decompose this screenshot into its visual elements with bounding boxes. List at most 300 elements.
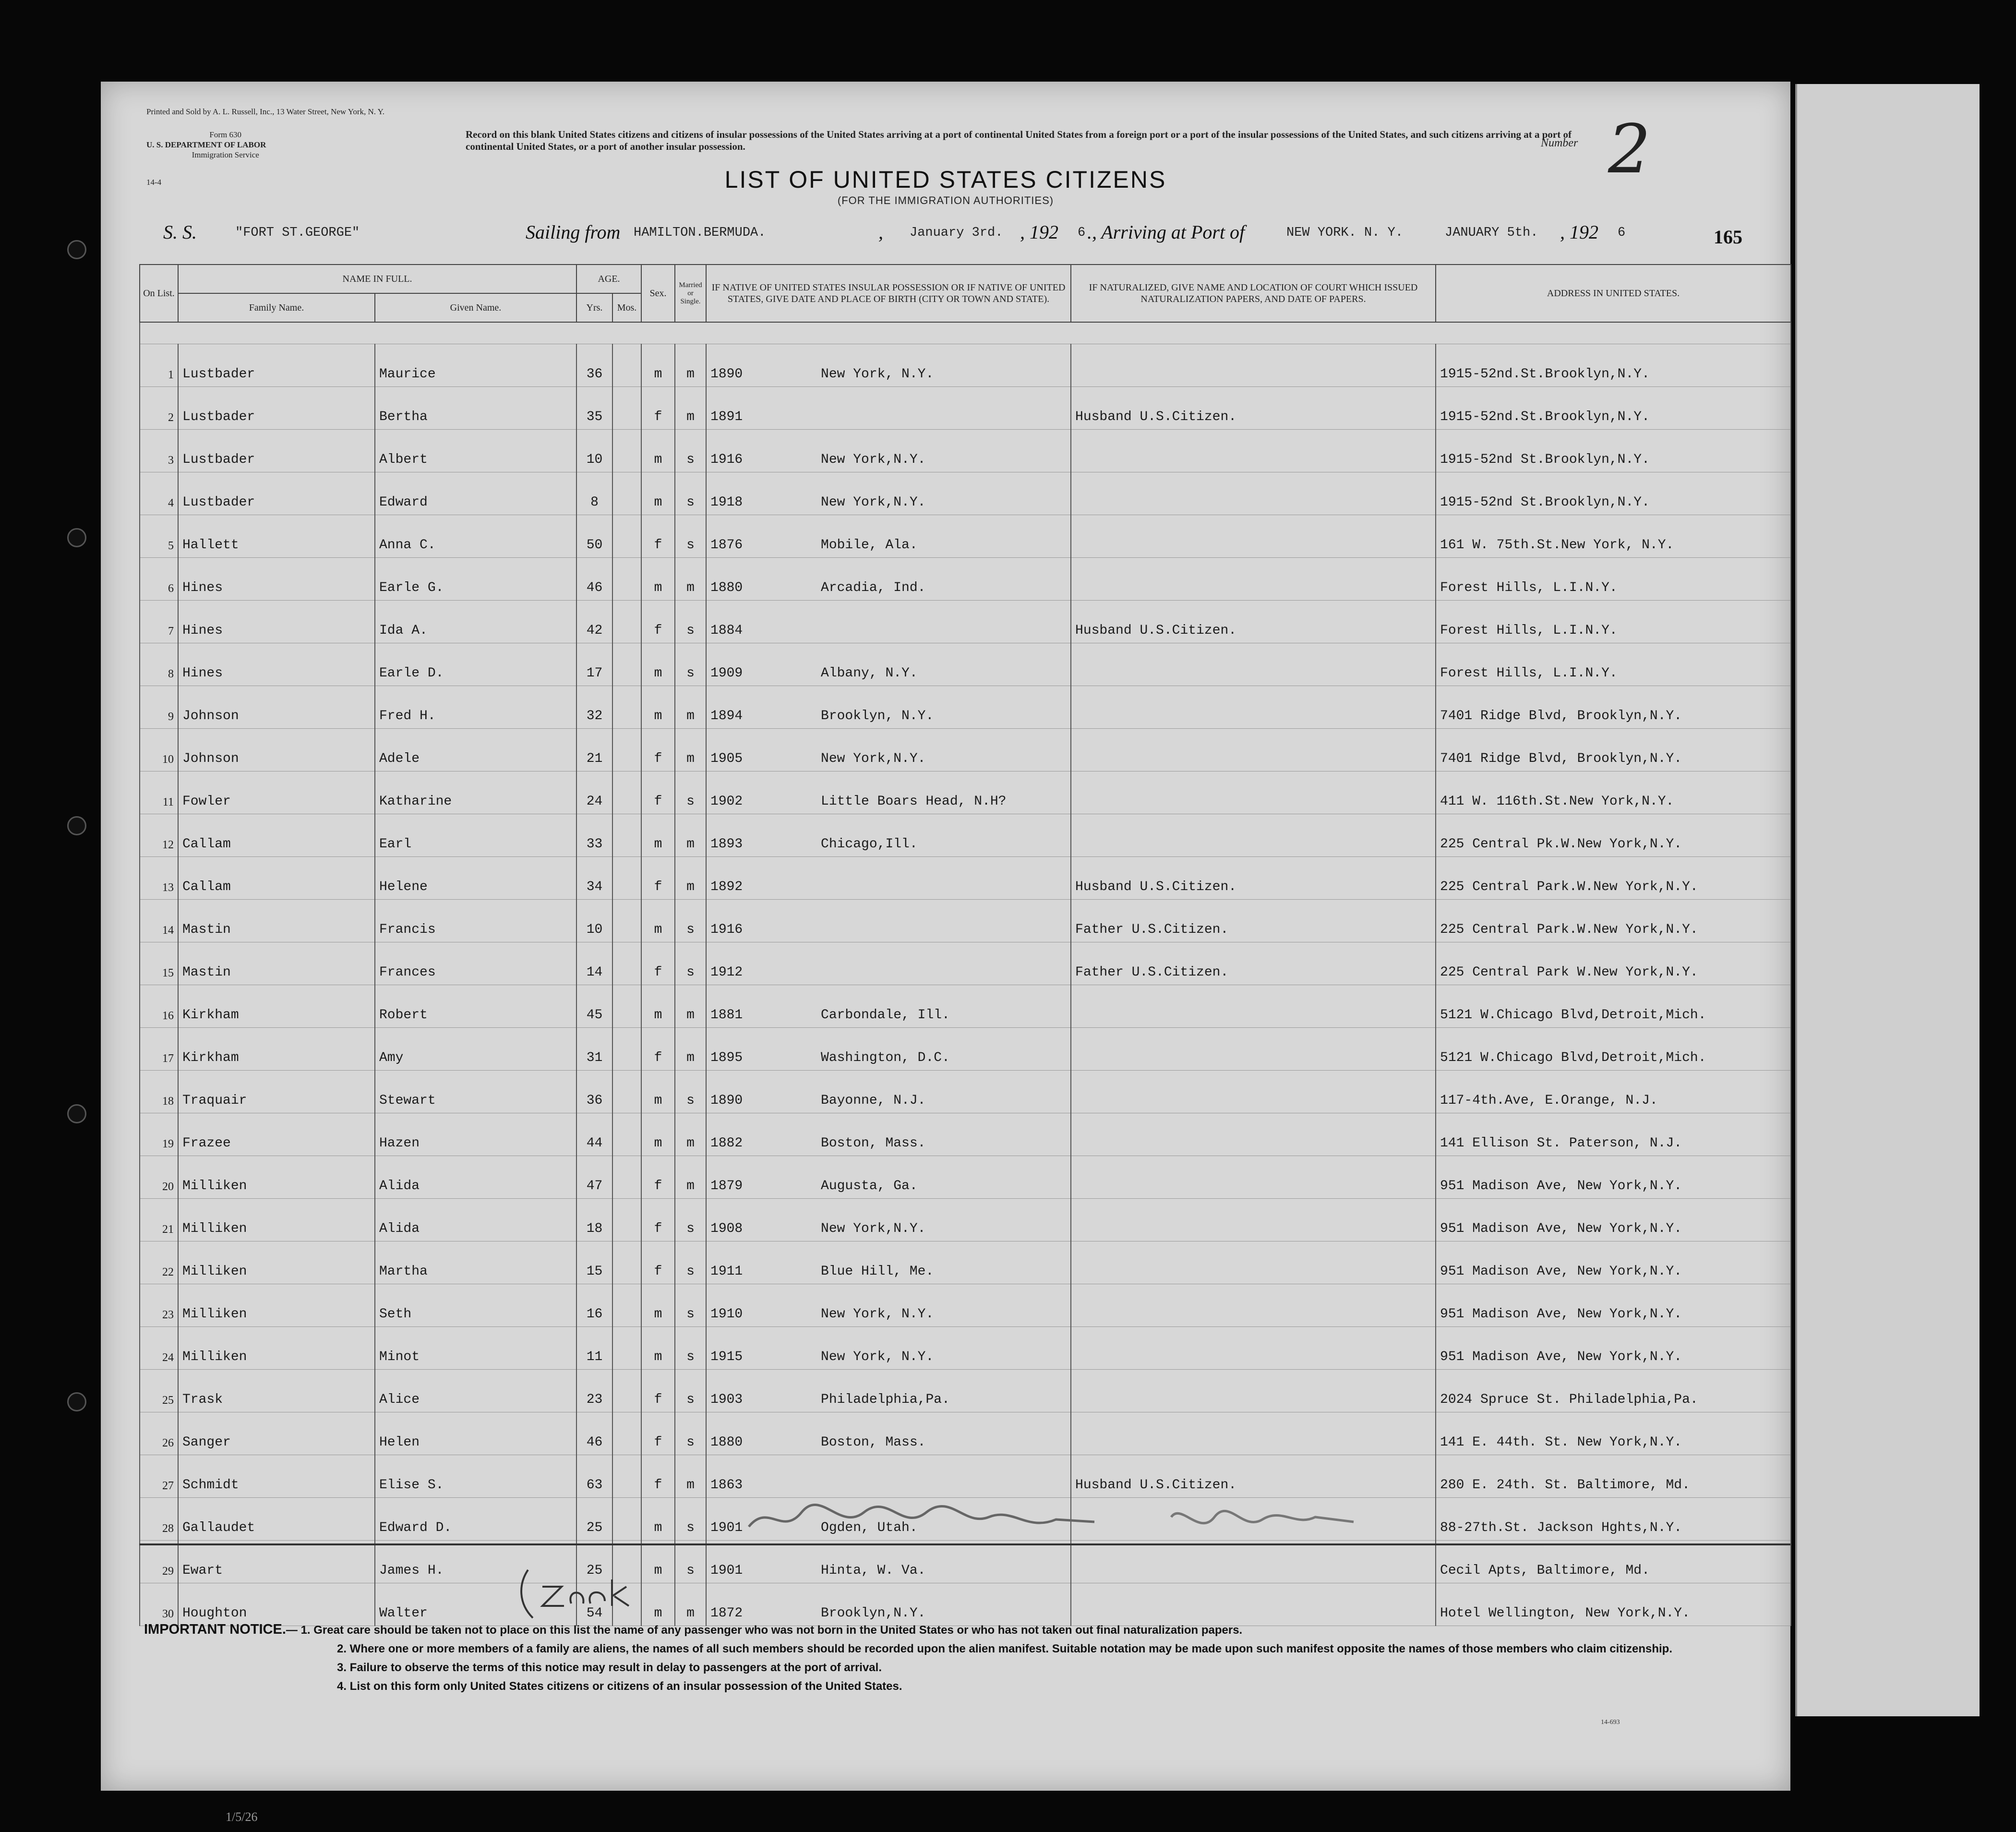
birth-place: Albany, N.Y. [821,666,918,681]
given-name: Stewart [375,1071,576,1113]
naturalization [1071,1284,1436,1327]
punch-hole [67,528,86,547]
comma-1: , [878,221,883,243]
notice-item-4: 4. List on this form only United States citizens or citizens of an insular possession of the United States. [337,1680,902,1693]
sex: m [641,1498,675,1541]
row-number: 14 [140,900,178,942]
naturalization: Father U.S.Citizen. [1071,942,1436,985]
family-name: Sanger [178,1412,375,1455]
handwritten-note-zack [514,1560,638,1623]
table-row [140,601,1791,643]
row-number: 6 [140,558,178,601]
department-name: U. S. DEPARTMENT OF LABOR [146,140,266,149]
given-name: Ida A. [375,601,576,643]
marital-status: s [675,1541,706,1583]
birth-year: 1863 [710,1478,743,1493]
birth-year: 1915 [710,1350,743,1364]
birth-cell [706,1071,1071,1113]
page-number: 165 [1714,226,1742,248]
table-row [140,344,1791,387]
birth-year: 1890 [710,367,743,382]
given-name: Robert [375,985,576,1028]
age-years: 14 [576,942,612,985]
age-months [612,1071,641,1113]
marital-status: s [675,472,706,515]
table-row [140,1412,1791,1455]
birth-cell [706,430,1071,472]
address: Forest Hills, L.I.N.Y. [1436,643,1791,686]
address: 225 Central Park W.New York,N.Y. [1436,942,1791,985]
birth-place: Mobile, Ala. [821,538,918,553]
table-row [140,1541,1791,1583]
sex: f [641,515,675,558]
age-months [612,1156,641,1199]
table-row [140,985,1791,1028]
birth-cell [706,558,1071,601]
address: 411 W. 116th.St.New York,N.Y. [1436,771,1791,814]
age-months [612,771,641,814]
marital-status: s [675,771,706,814]
age-years: 47 [576,1156,612,1199]
row-number: 21 [140,1199,178,1241]
notice-item-2: 2. Where one or more members of a family are aliens, the names of all such members should be recorded upon the alien manifest. Suitable notation may be made upon such manifest opposite the names of those members who claim citizenship. [337,1642,1672,1655]
address: 88-27th.St. Jackson Hghts,N.Y. [1436,1498,1791,1541]
handwritten-signatures [739,1498,1507,1541]
birth-cell [706,1455,1071,1498]
age-months [612,387,641,430]
sex: m [641,814,675,857]
family-name: Gallaudet [178,1498,375,1541]
age-months [612,729,641,771]
birth-place: New York, N.Y. [821,367,934,382]
given-name: Helen [375,1412,576,1455]
age-years: 10 [576,430,612,472]
age-years: 45 [576,985,612,1028]
depart-date: January 3rd. [910,226,1003,240]
birth-cell [706,601,1071,643]
birth-year: 1901 [710,1563,743,1578]
address: 1915-52nd St.Brooklyn,N.Y. [1436,430,1791,472]
marital-status: s [675,430,706,472]
age-months [612,1370,641,1412]
age-months [612,430,641,472]
row-number: 5 [140,515,178,558]
family-name: Hines [178,601,375,643]
row-number: 23 [140,1284,178,1327]
family-name: Milliken [178,1327,375,1370]
table-row [140,387,1791,430]
age-years: 24 [576,771,612,814]
age-years: 23 [576,1370,612,1412]
bottom-rule [139,1543,1790,1545]
birth-year: 1879 [710,1179,743,1193]
given-name: Maurice [375,344,576,387]
naturalization [1071,729,1436,771]
arrival-year-prefix: , 192 [1560,221,1598,243]
table-row [140,558,1791,601]
row-number: 18 [140,1071,178,1113]
birth-place: Augusta, Ga. [821,1179,918,1193]
ss-label: S. S. [163,221,197,243]
family-name: Johnson [178,686,375,729]
birth-cell [706,985,1071,1028]
address: 951 Madison Ave, New York,N.Y. [1436,1156,1791,1199]
manifest-page [101,82,1790,1791]
row-number: 8 [140,643,178,686]
address: 5121 W.Chicago Blvd,Detroit,Mich. [1436,1028,1791,1071]
address: 951 Madison Ave, New York,N.Y. [1436,1241,1791,1284]
naturalization [1071,1113,1436,1156]
birth-year: 1892 [710,880,743,894]
address: 951 Madison Ave, New York,N.Y. [1436,1284,1791,1327]
sex: m [641,900,675,942]
notice-lead: IMPORTANT NOTICE. [144,1622,286,1637]
form-number: Form 630 [209,130,241,139]
age-years: 34 [576,857,612,900]
service-name: Immigration Service [192,150,259,159]
sex: m [641,1583,675,1626]
table-row [140,1071,1791,1113]
family-name: Callam [178,814,375,857]
punch-hole [67,240,86,259]
table-row [140,643,1791,686]
table-row [140,472,1791,515]
birth-cell [706,1156,1071,1199]
birth-year: 1909 [710,666,743,681]
birth-year: 1911 [710,1264,743,1279]
marital-status: s [675,1412,706,1455]
row-number: 7 [140,601,178,643]
birth-cell [706,729,1071,771]
birth-place: Bayonne, N.J. [821,1093,926,1108]
page-title: LIST OF UNITED STATES CITIZENS [724,166,1167,193]
birth-cell [706,1327,1071,1370]
birth-year: 1918 [710,495,743,510]
table-row [140,1455,1791,1498]
naturalization: Husband U.S.Citizen. [1071,857,1436,900]
sex: f [641,1156,675,1199]
printer-line: Printed and Sold by A. L. Russell, Inc., 13 Water Street, New York, N. Y. [146,107,385,116]
birth-year: 1903 [710,1392,743,1407]
row-number: 1 [140,344,178,387]
marital-status: s [675,1370,706,1412]
table-row [140,1241,1791,1284]
row-number: 9 [140,686,178,729]
number-value: 2 [1608,110,1651,189]
birth-cell [706,1370,1071,1412]
given-name: Albert [375,430,576,472]
row-number: 20 [140,1156,178,1199]
birth-place: Arcadia, Ind. [821,580,926,595]
age-months [612,686,641,729]
age-years: 46 [576,558,612,601]
given-name: Alida [375,1199,576,1241]
row-number: 28 [140,1498,178,1541]
birth-place: Brooklyn,N.Y. [821,1606,926,1621]
given-name: Adele [375,729,576,771]
marital-status: m [675,558,706,601]
given-name: Minot [375,1327,576,1370]
table-row [140,814,1791,857]
arriving-label-text: Arriving at Port of [1101,221,1245,243]
sex: f [641,771,675,814]
birth-cell [706,1412,1071,1455]
age-years: 35 [576,387,612,430]
sex: m [641,686,675,729]
age-years: 42 [576,601,612,643]
table-row [140,1113,1791,1156]
table-row [140,771,1791,814]
naturalization [1071,430,1436,472]
age-months [612,1498,641,1541]
sex: m [641,985,675,1028]
marital-status: m [675,814,706,857]
given-name: Fred H. [375,686,576,729]
family-name: Hines [178,558,375,601]
family-name: Traquair [178,1071,375,1113]
birth-year: 1880 [710,1435,743,1450]
family-name: Mastin [178,900,375,942]
naturalization [1071,1241,1436,1284]
col-address: ADDRESS IN UNITED STATES. [1436,265,1791,322]
age-years: 46 [576,1412,612,1455]
sailing-from: HAMILTON.BERMUDA. [634,226,766,240]
family-name: Milliken [178,1199,375,1241]
family-name: Lustbader [178,472,375,515]
birth-place: New York, N.Y. [821,1307,934,1322]
naturalization [1071,472,1436,515]
notice-form-code: 14-693 [1601,1719,1620,1726]
family-name: Milliken [178,1241,375,1284]
age-years: 8 [576,472,612,515]
age-years: 44 [576,1113,612,1156]
row-number: 22 [140,1241,178,1284]
arrival-year-prefix-text: 192 [1570,221,1598,243]
given-name: Alida [375,1156,576,1199]
sex: m [641,1284,675,1327]
given-name: Edward [375,472,576,515]
naturalization [1071,686,1436,729]
family-name: Hallett [178,515,375,558]
address: 161 W. 75th.St.New York, N.Y. [1436,515,1791,558]
age-years: 16 [576,1284,612,1327]
age-months [612,1199,641,1241]
address: 225 Central Park.W.New York,N.Y. [1436,900,1791,942]
naturalization [1071,558,1436,601]
table-row [140,1370,1791,1412]
punch-hole [67,1392,86,1411]
birth-year: 1880 [710,580,743,595]
marital-status: s [675,1199,706,1241]
given-name: Earle G. [375,558,576,601]
address: Hotel Wellington, New York,N.Y. [1436,1583,1791,1626]
sex: f [641,1028,675,1071]
age-months [612,1113,641,1156]
given-name: Alice [375,1370,576,1412]
age-months [612,344,641,387]
address: 280 E. 24th. St. Baltimore, Md. [1436,1455,1791,1498]
sex: f [641,1199,675,1241]
birth-year: 1876 [710,538,743,553]
age-months [612,1028,641,1071]
address: 117-4th.Ave, E.Orange, N.J. [1436,1071,1791,1113]
marital-status: m [675,985,706,1028]
marital-status: s [675,900,706,942]
marital-status: s [675,1327,706,1370]
col-age: AGE. [576,265,641,293]
naturalization [1071,1199,1436,1241]
col-on-list: On List. [140,265,178,322]
given-name: Frances [375,942,576,985]
birth-year: 1872 [710,1606,743,1621]
age-years: 54 [576,1583,612,1626]
age-months [612,900,641,942]
age-years: 21 [576,729,612,771]
given-name: Elise S. [375,1455,576,1498]
form-code: 14-4 [146,178,162,187]
depart-year-prefix-text: 192 [1030,221,1058,243]
birth-year: 1893 [710,837,743,852]
marital-status: m [675,1156,706,1199]
table-row [140,686,1791,729]
birth-cell [706,942,1071,985]
birth-year: 1905 [710,751,743,766]
age-years: 25 [576,1541,612,1583]
naturalization [1071,1583,1436,1626]
birth-year: 1901 [710,1520,743,1535]
family-name: Ewart [178,1541,375,1583]
age-months [612,1455,641,1498]
birth-cell [706,387,1071,430]
notice-item-3: 3. Failure to observe the terms of this notice may result in delay to passengers at the port of arrival. [337,1661,882,1674]
birth-year: 1894 [710,709,743,723]
age-years: 15 [576,1241,612,1284]
birth-cell [706,344,1071,387]
col-name-in-full: NAME IN FULL. [178,265,576,293]
passenger-table [139,264,1791,1626]
sex: f [641,387,675,430]
naturalization [1071,1541,1436,1583]
sex: m [641,1541,675,1583]
depart-year-prefix: , 192 [1020,221,1058,243]
age-years: 50 [576,515,612,558]
birth-place: Boston, Mass. [821,1435,926,1450]
family-name: Lustbader [178,344,375,387]
family-name: Hines [178,643,375,686]
sex: m [641,344,675,387]
marital-status: s [675,1498,706,1541]
row-number: 26 [140,1412,178,1455]
birth-year: 1890 [710,1093,743,1108]
address: 1915-52nd.St.Brooklyn,N.Y. [1436,387,1791,430]
table-row [140,430,1791,472]
sex: m [641,1327,675,1370]
given-name: Edward D. [375,1498,576,1541]
important-notice [144,1623,1728,1693]
row-number: 24 [140,1327,178,1370]
birth-place: New York, N.Y. [821,1350,934,1364]
adjacent-page-edge [1795,84,1980,1716]
age-years: 25 [576,1498,612,1541]
family-name: Johnson [178,729,375,771]
table-row [140,857,1791,900]
address: 141 Ellison St. Paterson, N.J. [1436,1113,1791,1156]
sex: f [641,1455,675,1498]
birth-cell [706,1199,1071,1241]
given-name: Hazen [375,1113,576,1156]
naturalization: Husband U.S.Citizen. [1071,601,1436,643]
birth-cell [706,771,1071,814]
row-number: 4 [140,472,178,515]
age-months [612,601,641,643]
address: Forest Hills, L.I.N.Y. [1436,558,1791,601]
family-name: Callam [178,857,375,900]
naturalization [1071,1327,1436,1370]
table-row [140,515,1791,558]
address: 141 E. 44th. St. New York,N.Y. [1436,1412,1791,1455]
birth-place: New York,N.Y. [821,1221,926,1236]
birth-year: 1882 [710,1136,743,1151]
birth-place: New York,N.Y. [821,495,926,510]
age-years: 32 [576,686,612,729]
birth-cell [706,1284,1071,1327]
age-years: 36 [576,1071,612,1113]
family-name: Trask [178,1370,375,1412]
row-number: 15 [140,942,178,985]
page-subtitle: (FOR THE IMMIGRATION AUTHORITIES) [837,194,1054,206]
row-number: 27 [140,1455,178,1498]
given-name: James H. [375,1541,576,1583]
sex: f [641,857,675,900]
marital-status: m [675,387,706,430]
birth-year: 1902 [710,794,743,809]
family-name: Kirkham [178,1028,375,1071]
age-months [612,942,641,985]
marital-status: s [675,601,706,643]
family-name: Schmidt [178,1455,375,1498]
given-name: Helene [375,857,576,900]
birth-place: Brooklyn, N.Y. [821,709,934,723]
sex: f [641,1412,675,1455]
birth-cell [706,643,1071,686]
sex: m [641,1113,675,1156]
marital-status: m [675,344,706,387]
birth-year: 1916 [710,922,743,937]
given-name: Earl [375,814,576,857]
birth-place: Hinta, W. Va. [821,1563,926,1578]
sex: m [641,430,675,472]
col-mos: Mos. [612,293,641,322]
given-name: Martha [375,1241,576,1284]
birth-place: Blue Hill, Me. [821,1264,934,1279]
birth-place: Ogden, Utah. [821,1520,918,1535]
address: Cecil Apts, Baltimore, Md. [1436,1541,1791,1583]
birth-place: Little Boars Head, N.H? [821,794,1007,809]
birth-place: Washington, D.C. [821,1050,950,1065]
given-name: Anna C. [375,515,576,558]
row-number: 25 [140,1370,178,1412]
naturalization [1071,1412,1436,1455]
age-months [612,1284,641,1327]
age-years: 18 [576,1199,612,1241]
date-stamp: 1/5/26 [226,1810,258,1824]
age-years: 33 [576,814,612,857]
naturalization: Husband U.S.Citizen. [1071,387,1436,430]
sex: m [641,558,675,601]
table-row [140,1327,1791,1370]
col-sex: Sex. [641,265,675,322]
birth-place: New York,N.Y. [821,751,926,766]
